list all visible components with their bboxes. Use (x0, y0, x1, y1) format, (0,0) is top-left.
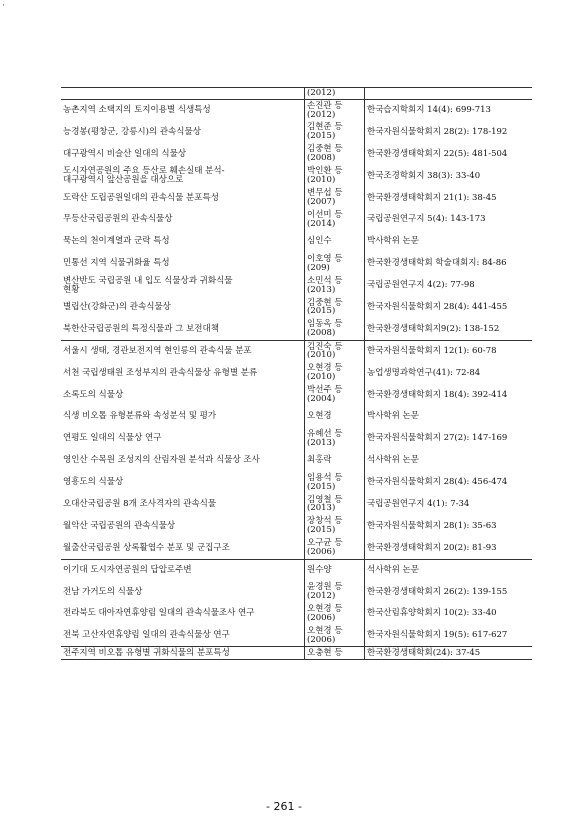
reference-source: 국립공원연구지 5(4): 143-173 (367, 214, 486, 225)
publication-year: (2010) (307, 350, 336, 361)
reference-title (61, 362, 305, 384)
reference-title-line: 소록도의 식물상 (63, 389, 124, 400)
author-name: 박인환 등 (307, 166, 343, 177)
author-name: 소민석 등 (307, 275, 343, 286)
author-name: 오현경 (307, 411, 332, 422)
reference-title-line: 서울시 생태, 경관보전지역 현인릉의 관속식물 분포 (63, 346, 252, 357)
publication-year: (2015) (307, 481, 336, 492)
reference-author (305, 625, 365, 647)
head-year-cell: (2012) (305, 88, 365, 100)
author-name: 오구균 등 (307, 538, 343, 549)
reference-author (305, 100, 365, 122)
author-name: 심인수 (307, 236, 332, 247)
reference-title (61, 100, 305, 122)
reference-title-line: 민통선 지역 식물귀화율 특성 (63, 258, 170, 269)
publication-year: (2008) (307, 153, 336, 164)
reference-title (61, 559, 305, 581)
publication-year: (2013) (307, 437, 336, 448)
publication-year: (2010) (307, 372, 336, 383)
reference-title-line: 월출산국립공원 상록활엽수 분포 및 군집구조 (63, 542, 230, 553)
table-row (61, 406, 532, 428)
reference-title (61, 494, 305, 516)
reference-title (61, 318, 305, 340)
table-row (61, 275, 532, 297)
reference-title-line: 별립산(강화군)의 관속식물상 (63, 302, 171, 312)
reference-source: 석사학위 논문 (367, 564, 419, 575)
reference-author (305, 253, 365, 275)
table-row (61, 187, 532, 209)
reference-title (61, 406, 305, 428)
reference-source: 한국환경생태학회지 18(4): 392-414 (367, 389, 508, 400)
head-title-cell (61, 88, 305, 100)
reference-title (61, 537, 305, 559)
table-row (61, 100, 532, 122)
table-row (61, 494, 532, 516)
reference-author (305, 603, 365, 625)
table-row (61, 603, 532, 625)
reference-title-line-2: 현황 (63, 284, 80, 295)
publication-year: (2012) (307, 591, 336, 602)
publication-year: (2006) (307, 547, 336, 557)
publication-year: (2012) (307, 109, 336, 120)
reference-title-line-2: 대구광역시 앞산공원을 대상으로 (63, 175, 184, 186)
author-name: 원수양 (307, 564, 332, 575)
reference-title (61, 253, 305, 275)
reference-title-line: 식생 비오톱 유형분류와 속성분석 및 평가 (63, 411, 217, 422)
author-name: 변무섭 등 (307, 188, 343, 199)
publication-year: (209) (307, 262, 330, 273)
reference-title-line: 능경봉(평창군, 강릉시)의 관속식물상 (63, 126, 201, 137)
author-name: 김현준 등 (307, 122, 343, 133)
reference-title (61, 297, 305, 319)
reference-source: 석사학위 논문 (367, 455, 419, 466)
table-row (61, 340, 532, 362)
table-row (61, 165, 532, 187)
table-row (61, 581, 532, 603)
reference-title (61, 231, 305, 253)
author-name: 오충현 등 (307, 647, 343, 658)
reference-title-line: 월악산 국립공원의 관속식물상 (63, 520, 176, 531)
reference-title-line: 전라북도 대아자연휴양림 일대의 관속식물조사 연구 (63, 608, 255, 619)
reference-title-line: 무등산국립공원의 관속식물상 (63, 214, 173, 225)
reference-title (61, 647, 305, 660)
author-name: 손진관 등 (307, 100, 343, 111)
reference-title (61, 121, 305, 143)
reference-title-line: 영흥도의 식물상 (63, 477, 124, 488)
publication-year: (2013) (307, 284, 336, 295)
reference-author (305, 450, 365, 472)
publication-year: (2015) (307, 525, 336, 536)
table-row (61, 121, 532, 143)
reference-source: 한국산림휴양학회지 10(2): 33-40 (367, 608, 497, 619)
reference-source: 한국자원식물학회지 27(2): 147-169 (367, 433, 508, 444)
publication-year: (2015) (307, 306, 336, 317)
author-name: 윤경원 등 (307, 582, 343, 593)
reference-author (305, 384, 365, 406)
reference-title (61, 472, 305, 494)
reference-author (305, 362, 365, 384)
table-row (61, 362, 532, 384)
reference-author (305, 121, 365, 143)
table-row (61, 450, 532, 472)
reference-title (61, 603, 305, 625)
reference-source: 한국조경학회지 38(3): 33-40 (367, 170, 481, 181)
author-name: 임동옥 등 (307, 319, 343, 330)
author-name: 김중현 등 (307, 144, 343, 155)
reference-author (305, 318, 365, 340)
author-name: 김중현 등 (307, 297, 343, 308)
reference-author (305, 647, 365, 660)
reference-author (305, 428, 365, 450)
publication-year: (2008) (307, 328, 336, 339)
publication-year: (2015) (307, 131, 336, 142)
reference-title (61, 143, 305, 165)
page-number: - 261 - (266, 800, 302, 813)
reference-title-line: 농촌지역 소택지의 토지이용별 식생특성 (63, 105, 211, 116)
reference-title (61, 581, 305, 603)
table-row (61, 537, 532, 559)
reference-source: 한국환경생태학회지 20(2): 81-93 (365, 537, 533, 559)
reference-source: 한국환경생태학회(24): 37-45 (365, 647, 533, 660)
reference-title (61, 428, 305, 450)
reference-source: 농업생명과학연구(41): 72-84 (367, 367, 481, 378)
reference-title-line: 도시자연공원의 주요 등산로 훼손실태 분석- (63, 166, 225, 177)
publication-year: (2006) (307, 634, 336, 645)
author-name: 오현경 등 (307, 625, 343, 636)
reference-title (61, 450, 305, 472)
reference-author (305, 472, 365, 494)
reference-author (305, 494, 365, 516)
reference-title-line: 묵논의 천이계열과 군락 특성 (63, 236, 170, 247)
reference-title (61, 187, 305, 209)
corner-mark: · (2, 1, 5, 11)
author-name: 김영철 등 (307, 494, 343, 505)
publication-year: (2007) (307, 197, 336, 207)
reference-source: 한국자원식물학회지 12(1): 60-78 (367, 346, 497, 357)
author-name: 이선미 등 (307, 209, 343, 220)
author-name: 오현경 등 (307, 604, 343, 614)
reference-source: 한국자원식물학회지 28(4): 456-474 (367, 477, 508, 488)
reference-title (61, 209, 305, 231)
table-row (61, 318, 532, 340)
reference-title-line: 전주지역 비오톱 유형별 귀화식물의 분포특성 (63, 647, 230, 658)
reference-source: 한국환경생태학회지9(2): 138-152 (365, 318, 533, 340)
publication-year: (2010) (307, 175, 336, 186)
reference-title (61, 340, 305, 362)
reference-title-line: 영인산 수목원 조성지의 산림자원 분석과 식물상 조사 (63, 455, 260, 466)
table-row (61, 559, 532, 581)
author-name: 이호영 등 (307, 253, 343, 264)
reference-source: 국립공원연구지 4(2): 77-98 (367, 280, 475, 291)
table-row (61, 209, 532, 231)
author-name: 오현경 등 (307, 363, 343, 374)
table-head-row (61, 88, 532, 100)
table-row (61, 143, 532, 165)
reference-title-line: 변산반도 국립공원 내 입도 식물상과 귀화식물 (63, 275, 233, 286)
reference-source: 한국환경생태학회지 21(1): 38-45 (367, 192, 497, 203)
reference-title-line: 전북 고산자연휴양림 일대의 관속식물상 연구 (63, 630, 230, 641)
table-row (61, 297, 532, 319)
reference-title (61, 275, 305, 297)
table-row (61, 515, 532, 537)
table-row (61, 472, 532, 494)
reference-title (61, 515, 305, 537)
table-row (61, 384, 532, 406)
reference-source: 한국자원식물학회지 19(5): 617-627 (367, 630, 508, 641)
head-source-cell (365, 88, 533, 100)
reference-title-line: 이기대 도시자연공원의 답압로주변 (63, 564, 192, 575)
reference-title-line: 연평도 일대의 식물상 연구 (63, 433, 162, 444)
reference-title (61, 384, 305, 406)
reference-author (305, 515, 365, 537)
reference-author (305, 297, 365, 319)
reference-source: 박사학위 논문 (367, 236, 419, 247)
author-name: 김진숙 등 (307, 341, 343, 352)
reference-author (305, 187, 365, 209)
reference-author (305, 559, 365, 581)
table-row (61, 253, 532, 275)
reference-author (305, 406, 365, 428)
author-name: 임용석 등 (307, 472, 343, 483)
reference-source: 국립공원연구지 4(1): 7-34 (367, 499, 470, 510)
reference-source: 한국습지학회지 14(4): 699-713 (367, 105, 491, 116)
publication-year: (2004) (307, 394, 336, 405)
reference-author (305, 143, 365, 165)
reference-author (305, 340, 365, 362)
reference-source: 한국환경생태학회지 26(2): 139-155 (367, 586, 508, 597)
table-row (61, 647, 532, 660)
publication-year: (2013) (307, 503, 336, 514)
author-name: 최홍락 (307, 455, 332, 466)
reference-title (61, 625, 305, 647)
publication-year: (2014) (307, 218, 336, 229)
table-row (61, 625, 532, 647)
reference-title-line: 오대산국립공원 8개 조사격자의 관속식물 (63, 499, 217, 510)
reference-title-line: 전남 가거도의 식물상 (63, 586, 143, 597)
reference-source: 한국환경생태학회 학술대회지: 84-86 (367, 258, 507, 269)
reference-source: 한국자원식물학회지 28(4): 441-455 (367, 302, 508, 312)
reference-author (305, 537, 365, 559)
reference-author (305, 209, 365, 231)
reference-source: 한국자원식물학회지 28(2): 178-192 (367, 126, 508, 137)
reference-title-line: 서천 국립생태원 조성부지의 관속식물상 유형별 분류 (63, 367, 258, 378)
reference-title-line: 도락산 도립공원일대의 관속식물 분포특성 (63, 192, 219, 203)
table-row (61, 428, 532, 450)
author-name: 박선주 등 (307, 385, 343, 396)
reference-source: 한국환경생태학회지 22(5): 481-504 (367, 148, 508, 159)
author-name: 장창석 등 (307, 516, 343, 527)
table-row (61, 231, 532, 253)
reference-source: 한국자원식물학회지 28(1): 35-63 (367, 520, 497, 531)
reference-author (305, 165, 365, 187)
reference-author (305, 231, 365, 253)
reference-title (61, 165, 305, 187)
reference-author (305, 581, 365, 603)
author-name: 유혜선 등 (307, 428, 343, 439)
reference-title-line: 북한산국립공원의 특정식물과 그 보전대책 (63, 323, 219, 334)
reference-source: 박사학위 논문 (367, 411, 419, 422)
reference-table (61, 87, 532, 660)
reference-title-line: 대구광역시 비슬산 일대의 식물상 (63, 148, 187, 159)
publication-year: (2006) (307, 612, 336, 623)
reference-author (305, 275, 365, 297)
